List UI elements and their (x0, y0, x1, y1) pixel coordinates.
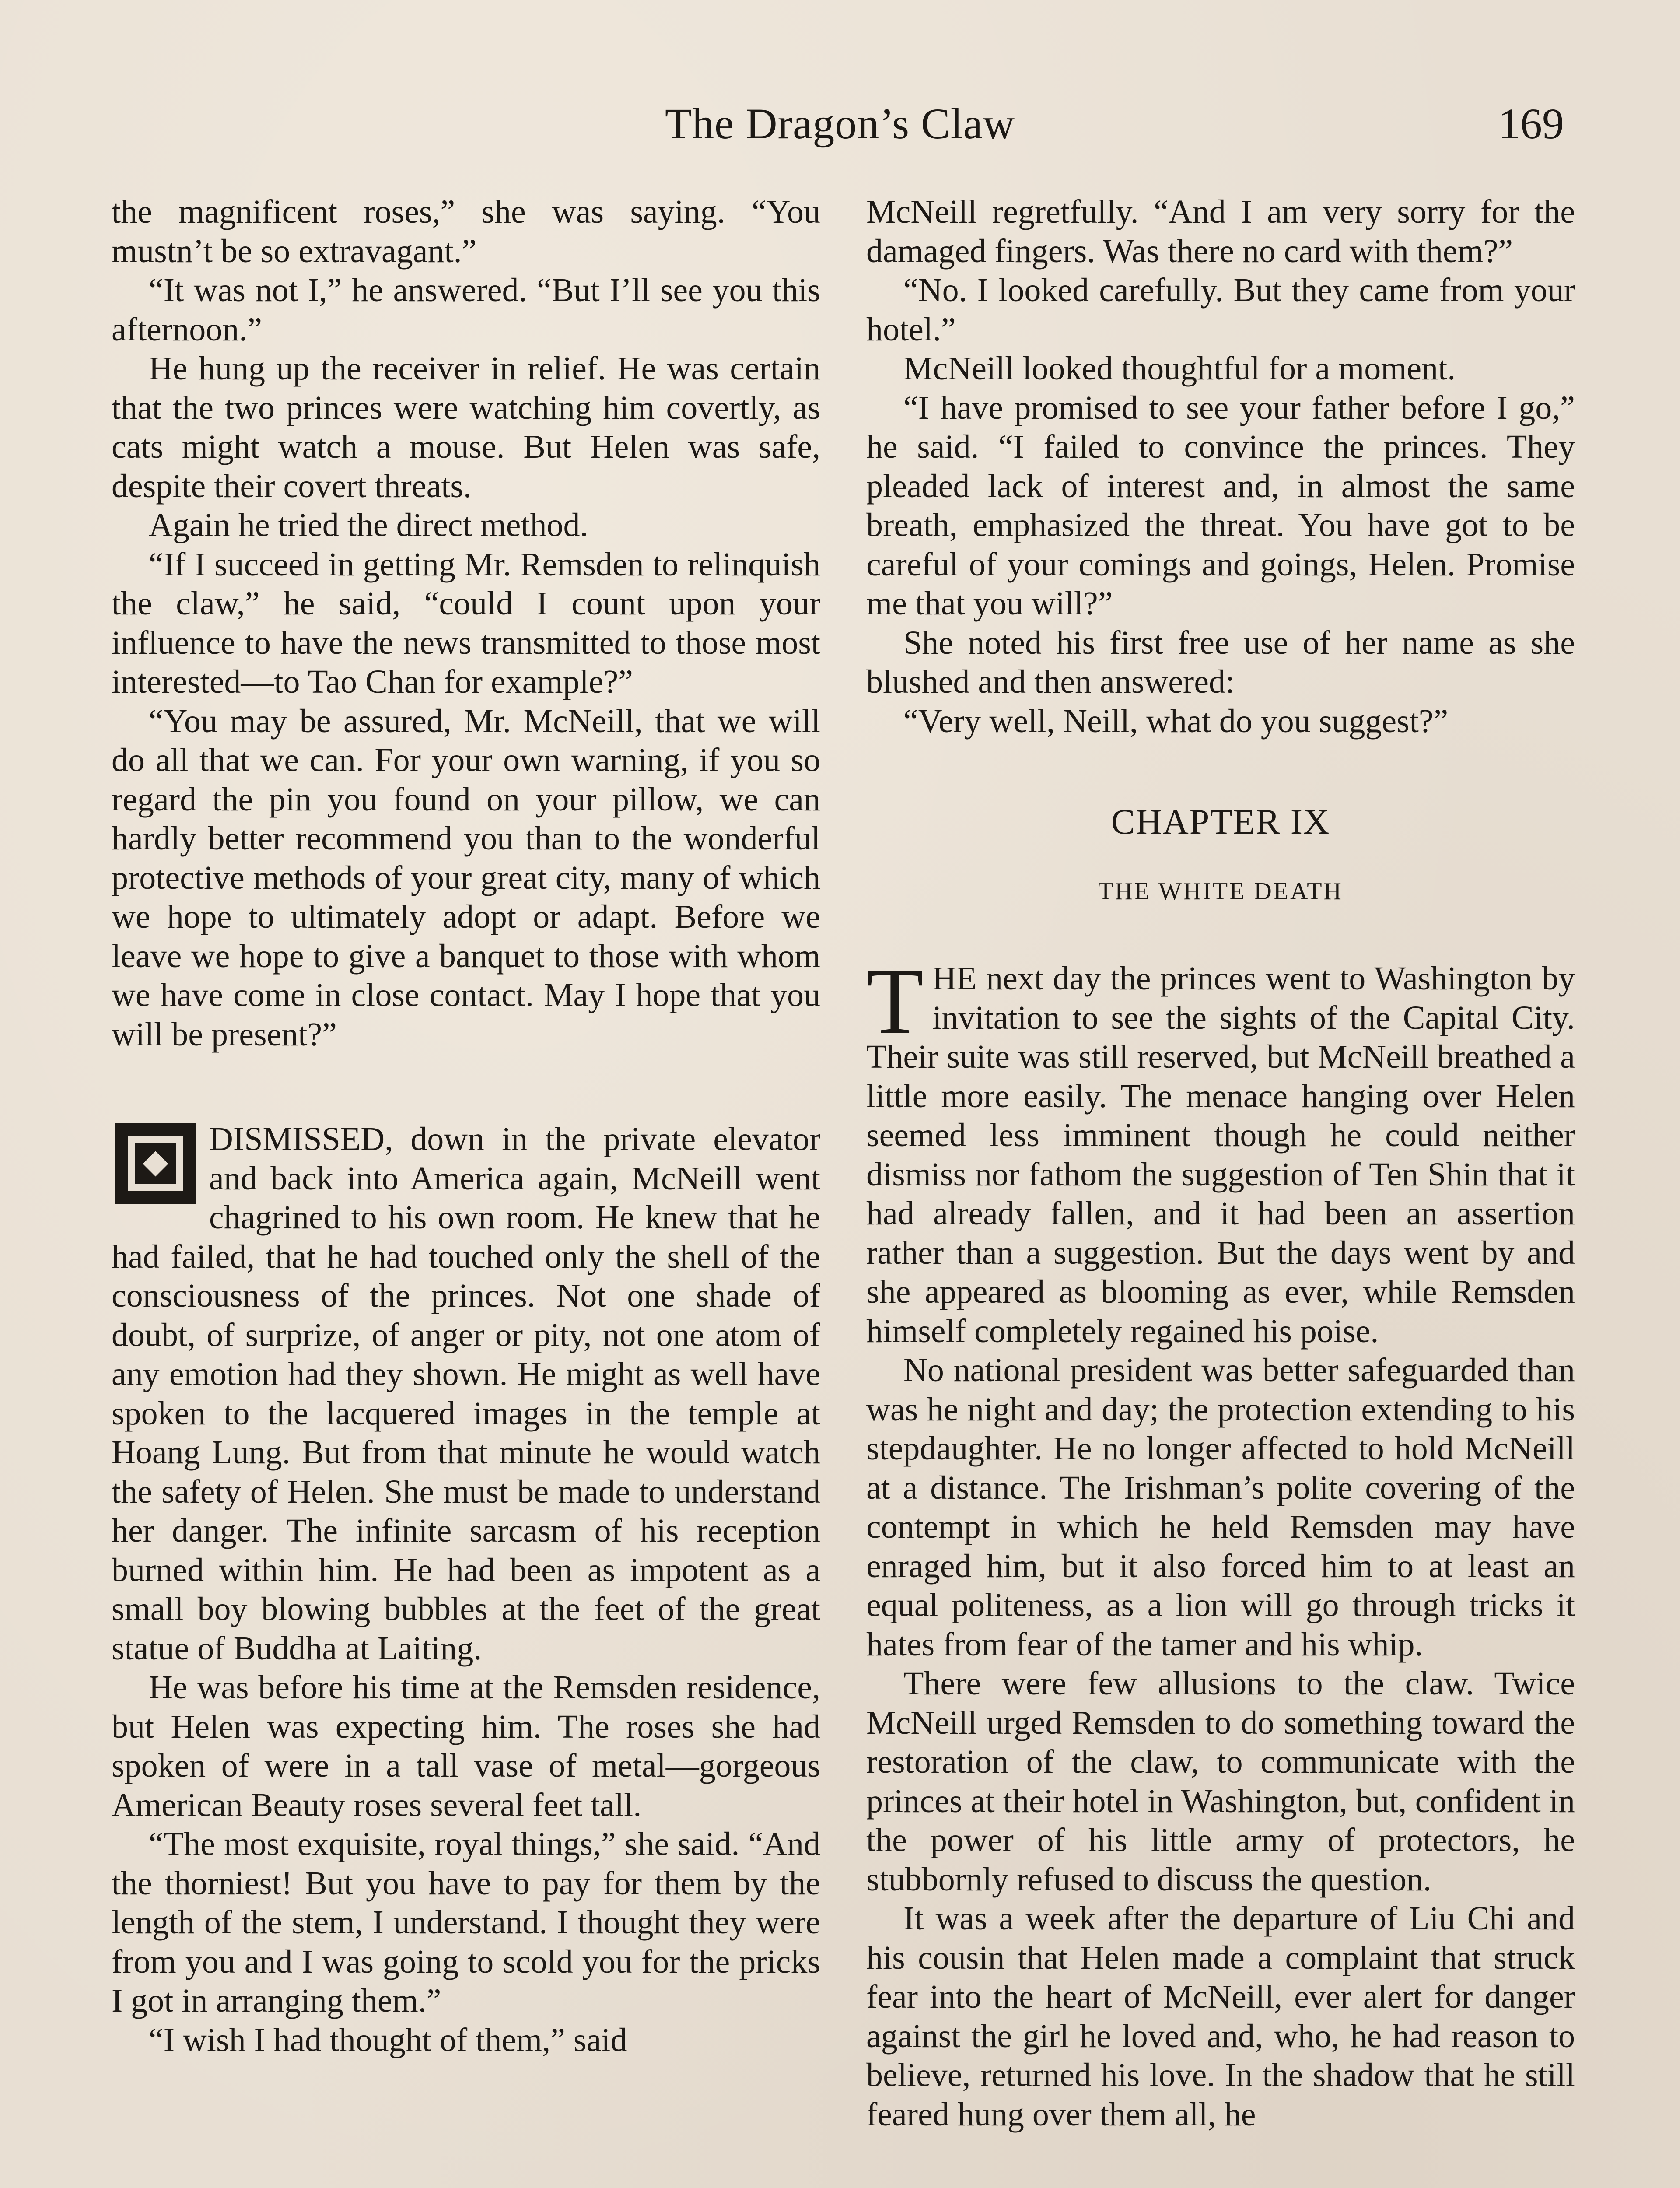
paragraph: “I wish I had thought of them,” said (149, 2021, 627, 2058)
chapter-subtitle: THE WHITE DEATH (1098, 877, 1343, 905)
paragraph: the magnificent roses,” she was saying. “You mustn’t be so extravagant.” (112, 193, 820, 270)
paragraph: “It was not I,” he answered. “But I’ll see you this afternoon.” (112, 272, 820, 348)
paragraph: Again he tried the direct method. (149, 507, 588, 543)
paragraph: She noted his first free use of her name as she blushed and then answered: (866, 624, 1575, 700)
drop-cap: T (866, 949, 924, 1053)
paragraph: “No. I looked carefully. But they came from your hotel.” (866, 272, 1575, 348)
paragraph: “If I succeed in getting Mr. Remsden to relinquish the claw,” he said, “could I count upon your influence to have the news transmitted to those most interested—to Tao Chan for example?” (112, 546, 820, 700)
paragraph: He hung up the receiver in relief. He was certain that the two princes were watching him covertly, as cats might watch a mouse. But Helen was safe, despite their covert threats. (112, 350, 820, 505)
paragraph: “I have promised to see your father before I go,” he said. “I failed to convince the princes. They pleaded lack of interest and, in almost the same breath, emphasized the threat. You have got to be careful of your comings and goings, Helen. Promise me that you will?” (866, 389, 1575, 622)
chapter-title: CHAPTER IX (1111, 802, 1330, 842)
page-number: 169 (1498, 99, 1564, 148)
paragraph: McNeill looked thoughtful for a moment. (903, 350, 1456, 387)
paragraph: He was before his time at the Remsden residence, but Helen was expecting him. The roses she had spoken of were in a tall vase of metal—gorgeous American Beauty roses several feet tall. (112, 1669, 820, 1823)
chapter-opening-paragraph (866, 949, 1575, 1351)
paragraph: There were few allusions to the claw. Twice McNeill urged Remsden to do something toward the restoration of the claw, to communicate with the princes at their hotel in Washington, but, confident in the power of his little army of protectors, he stubbornly refused to discuss the question. (866, 1665, 1575, 1898)
paragraph: “The most exquisite, royal things,” she said. “And the thorniest! But you have to pay for them by the length of the stem, I understand. I thought they were from you and I was going to scold you for the pricks I got in arranging them.” (112, 1826, 820, 2019)
section-text: DISMISSED, down in the private elevator and back into America again, McNeill went chagrined to his own room. He knew that he had failed, that he had touched only the shell of the consciousness of the princes. Not one shade of doubt, of surprize, of anger or pity, not one atom of any emotion had they shown. He might as well have spoken to the lacquered images in the temple at Hoang Lung. But from that minute he would watch the safety of Helen. She must be made to understand her danger. The infinite sarcasm of his reception burned within him. He had been as impotent as a small boy blowing bubbles at the feet of the great statue of Buddha at Laiting. (112, 1121, 820, 1667)
paragraph: McNeill regretfully. “And I am very sorry for the damaged fingers. Was there no card with them?” (866, 193, 1575, 270)
left-column (112, 193, 820, 2060)
paragraph: It was a week after the departure of Liu Chi and his cousin that Helen made a complaint that struck fear into the heart of McNeill, ever alert for danger against the girl he loved and, who, he had reason to believe, returned his love. In the shadow that he still feared hung over them all, he (866, 1900, 1575, 2133)
running-head-title: The Dragon’s Claw (665, 99, 1015, 148)
right-column (866, 193, 1575, 2134)
opening-text: HE next day the princes went to Washington by invitation to see the sights of the Capital City. Their suite was still reserved, but McNeill breathed a little more easily. The menace hanging over Helen seemed less imminent though he could neither dismiss nor fathom the suggestion of Ten Shin that it had already fallen, and it had been an assertion rather than a suggestion. But the days went by and she appeared as blooming as ever, while Remsden himself completely regained his poise. (866, 960, 1575, 1350)
section-break-paragraph (112, 1120, 820, 1668)
paragraph: “Very well, Neill, what do you suggest?” (903, 702, 1449, 740)
paragraph: “You may be assured, Mr. McNeill, that we will do all that we can. For your own warning, if you so regard the pin you found on your pillow, we can hardly better recommend you than to the wonderful protective methods of your great city, many of which we hope to ultimately adopt or adapt. Before we leave we hope to give a banquet to those with whom we have come in close contact. May I hope that you will be present?” (112, 702, 820, 1053)
ornament-icon (115, 1123, 196, 1204)
paragraph: No national president was better safeguarded than was he night and day; the protection extending to his stepdaughter. He no longer affected to hold McNeill at a distance. The Irishman’s polite covering of the contempt in which he held Remsden may have enraged him, but it also forced him to at least an equal politeness, as a lion will go through tricks it hates from fear of the tamer and his whip. (866, 1352, 1575, 1663)
